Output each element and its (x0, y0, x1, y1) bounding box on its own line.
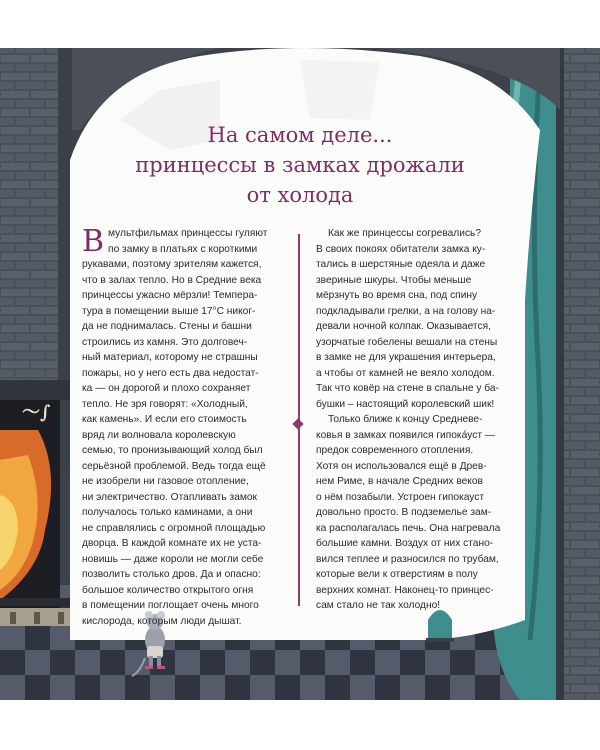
page-title (120, 120, 480, 210)
text-line: мёрзнуть во время сна, под спину (316, 290, 478, 301)
text-line: звериные шкуры. Чтобы меньше (316, 274, 472, 286)
text-line: вряд ли волновала королевскую (82, 429, 236, 441)
text-line: нем Риме, в начале Средних веков (316, 476, 483, 487)
text-line: мультфильмах принцессы гуляют (108, 228, 268, 239)
right-column-text (316, 226, 512, 614)
text-line: тепло. Не зря говорят: «Холодный, (82, 398, 248, 410)
text-line: Как же принцессы согревались? (328, 228, 482, 239)
text-line: вился теплее и разносился по трубам, (316, 553, 499, 565)
svg-text:〜∫: 〜∫ (22, 402, 51, 423)
text-line: сам стало не так холодно! (316, 600, 441, 611)
title-line-2: принцессы в замках дрожали (135, 153, 465, 177)
text-line: принцессы ужасно мёрзли! Темпера- (82, 290, 258, 301)
text-line: которые вели к отверстиям в полу (316, 569, 478, 580)
text-line: ни электричество. Отапливать замок (82, 491, 257, 503)
text-line: да не поднималась. Стены и башни (82, 321, 252, 332)
text-line: как камень». И если его стоимость (82, 414, 247, 425)
text-line: в замке не для украшения интерьера, (316, 352, 496, 363)
text-line: ка располагалась печь. Она нагревала (316, 522, 501, 534)
text-line: ка — он дорогой и плохо сохраняет (82, 383, 251, 394)
text-line: пожары, но у него есть два недостат- (82, 367, 259, 379)
left-column-text (82, 226, 278, 629)
text-line: строились из камня. Это долговеч- (82, 336, 248, 348)
text-line: а чтобы от камней не веяло холодом. (316, 367, 495, 379)
text-line: большие камни. Воздух от них стано- (316, 538, 494, 549)
text-line: не изобрели ни газовое отопление, (82, 476, 249, 487)
text-line: девали ночной колпак. Оказывается, (316, 321, 491, 332)
text-line: подкладывали грелки, а на голову на- (316, 305, 496, 317)
title-line-3: от холода (246, 183, 354, 207)
text-line: позволить столько дров. Да и опасно: (82, 569, 261, 580)
text-line: В своих покоях обитатели замка ку- (316, 243, 486, 255)
text-line: дворца. В каждой комнате их не уста- (82, 538, 262, 549)
text-line: бушки – настоящий королевский шик! (316, 398, 495, 410)
text-line: Хотя он использовался ещё в Древ- (316, 460, 487, 472)
text-line: верхних комнат. Наконец-то принцес- (316, 584, 494, 596)
text-line: кислорода, которым люди дышат. (82, 615, 242, 627)
text-line: тура в помещении выше 17°С никог- (82, 305, 256, 317)
text-line: Так что ковёр на стене в спальне у ба- (316, 383, 499, 394)
text-line: рукавами, поэтому зрителям кажется, (82, 259, 262, 270)
text-line: о нём позабыли. Устроен гипокауст (316, 491, 485, 503)
text-line: получалось только каминами, а они (82, 507, 253, 518)
text-line: по замку в платьях с короткими (108, 243, 258, 255)
text-line: ковья в замках появился гипока́уст — (316, 429, 496, 441)
text-line: серьёзной проблемой. Ведь тогда ещё (82, 460, 266, 472)
text-line: не справлялись с огромной площадью (82, 522, 266, 534)
text-line: семью, то пронизывающий холод был (82, 445, 263, 456)
text-line: довольно просто. В подземелье зам- (316, 507, 492, 518)
drop-cap: В (82, 224, 105, 259)
text-line: в помещении поглощает очень много (82, 600, 259, 611)
text-line: что в залах тепло. Но в Средние века (82, 274, 262, 286)
text-line: Только ближе к концу Средневе- (328, 414, 483, 425)
text-line: узорчатые гобелены вешали на стены (316, 336, 498, 348)
right-stone-column (560, 48, 600, 700)
text-line: большое количество открытого огня (82, 584, 254, 596)
text-line: предок современного отопления. (316, 445, 474, 456)
text-line: новишь — даже короли не могли себе (82, 553, 264, 565)
text-line: тались в шерстяные одеяла и даже (316, 259, 486, 270)
title-line-1: На самом деле... (207, 123, 393, 147)
text-line: ный материал, которому не страшны (82, 352, 258, 363)
